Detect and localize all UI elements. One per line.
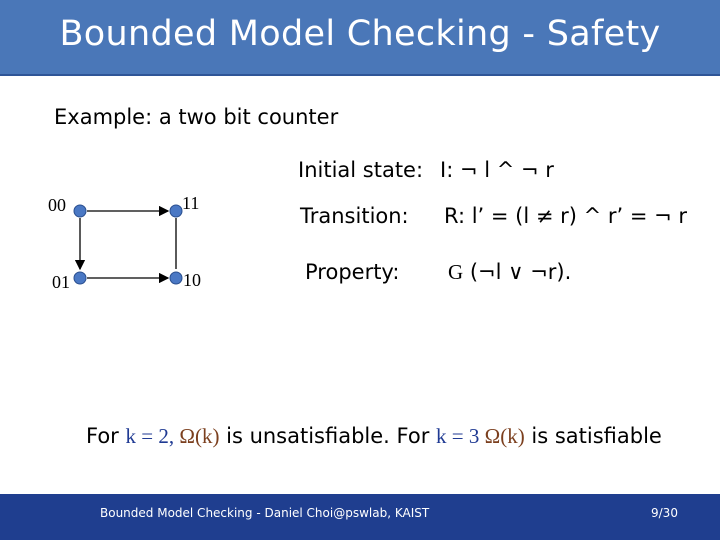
state-label-11: 11: [182, 193, 200, 213]
node-00: [74, 205, 86, 217]
transition-label: Transition:: [300, 204, 409, 228]
initial-state-formula: I: ¬ l ^ ¬ r: [440, 158, 554, 182]
globally-operator: G: [448, 260, 464, 284]
node-11: [170, 205, 182, 217]
page-number: 9/30: [651, 506, 678, 520]
conclusion-part2: is unsatisfiable. For: [219, 424, 437, 448]
slide-subtitle: Example: a two bit counter: [54, 105, 339, 129]
footer-text: Bounded Model Checking - Daniel Choi@pswlab, KAIST: [100, 506, 430, 520]
node-01: [74, 272, 86, 284]
state-label-01: 01: [52, 272, 70, 292]
state-label-00: 00: [48, 195, 66, 215]
transition-formula: R: l’ = (l ≠ r) ^ r’ = ¬ r: [444, 204, 688, 228]
conclusion-k3: k = 3: [436, 424, 485, 448]
conclusion-k2: k = 2,: [125, 424, 180, 448]
footer-bar: [0, 494, 720, 540]
state-label-10: 10: [183, 270, 201, 290]
property-label: Property:: [305, 260, 400, 284]
conclusion-omega2: Ω(k): [484, 424, 525, 448]
conclusion-omega1: Ω(k): [179, 424, 220, 448]
conclusion-part3: is satisfiable: [524, 424, 662, 448]
slide-title: Bounded Model Checking - Safety: [59, 14, 661, 54]
conclusion-text: [86, 424, 662, 449]
conclusion-part1: For: [86, 424, 126, 448]
node-10: [170, 272, 182, 284]
property-expression: (¬l ∨ ¬r).: [469, 260, 572, 284]
initial-state-label: Initial state:: [298, 158, 424, 182]
property-formula: [448, 260, 571, 285]
